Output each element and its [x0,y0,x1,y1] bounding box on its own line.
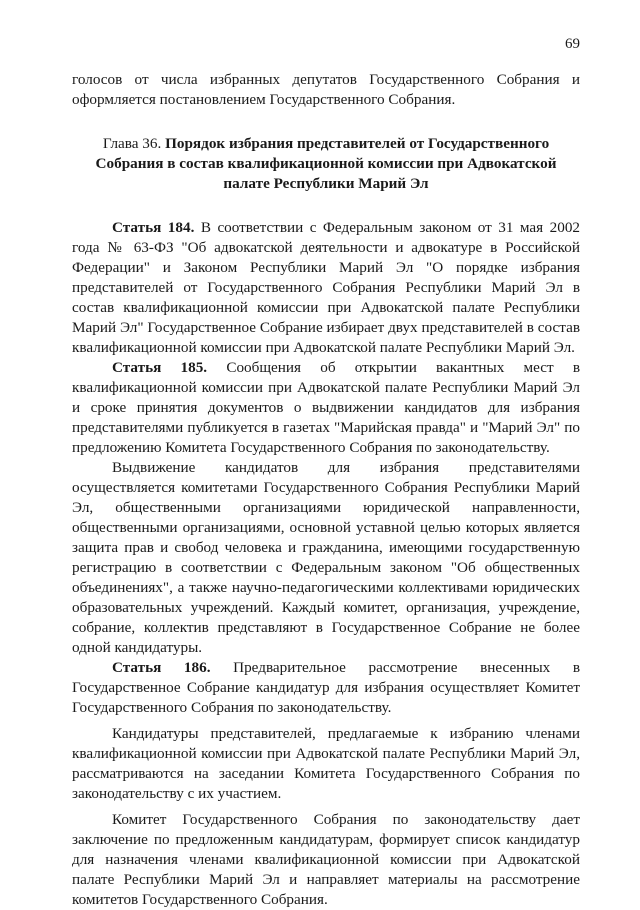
page-number: 69 [565,36,580,52]
article-184-text: В соответствии с Федеральным законом от 31 мая 2002 года № 63-ФЗ "Об адвокатской деятельности и адвокатуре в Российской Федерации" и Законом Республики Марий Эл "О порядке избрания представителей от Государственного Собрания Республики Марий Эл в состав квалификационной комиссии при Адвокатской палате Республики Марий Эл" Государственное Собрание избирает двух представителей в состав квалификационной комиссии при Адвокатской палате Республики Марий Эл. [72,219,581,356]
article-186-paragraph-3: Комитет Государственного Собрания по законодательству дает заключение по предложенным кандидатурам, формирует список кандидатур для назначения членами квалификационной комиссии при Адвокатской палате Республики Марий Эл и направляет материалы на рассмотрение комитетов Государственного Собрания. [72,811,580,908]
chapter-title: Порядок избрания представителей от Государственного Собрания в состав квалификационной комиссии при Адвокатской палате Республики Марий Эл [95,135,557,192]
article-186-paragraph-2: Кандидатуры представителей, предлагаемые к избранию членами квалификационной комиссии при Адвокатской палате Республики Марий Эл, рассматриваются на заседании Комитета Государственного Собрания по законодательству с их участием. [72,725,580,802]
article-184-paragraph [72,218,580,358]
article-186-text: Предварительное рассмотрение внесенных в Государственное Собрание кандидатур для избрания осуществляет Комитет Государственного Собрания по законодательству. [72,659,581,716]
article-185-paragraph [72,358,580,458]
article-185-title: Статья 185. [112,359,208,376]
chapter-label: Глава 36. [102,135,162,152]
article-185-text: Сообщения об открытии вакантных мест в квалификационной комиссии при Адвокатской палате Республики Марий Эл и сроке принятия документов о выдвижении кандидатов для избрания представителями публикуется в газетах "Марийская правда" и "Марий Эл" по предложению Комитета Государственного Собрания по законодательству. [72,359,581,456]
document-page [72,36,580,910]
article-184-title: Статья 184. [112,219,195,236]
chapter-heading [72,134,580,194]
intro-paragraph: голосов от числа избранных депутатов Государственного Собрания и оформляется постановлением Государственного Собрания. [72,71,580,108]
article-186-title: Статья 186. [112,659,211,676]
article-185-paragraph-2: Выдвижение кандидатов для избрания представителями осуществляется комитетами Государственного Собрания Республики Марий Эл, общественными организациями юридической направленности, общественными организациями, основной уставной целью которых является защита прав и свобод человека и гражданина, имеющими государственную регистрацию в соответствии с Федеральным законом "Об общественных объединениях", а также научно-педагогическими коллективами юридических образовательных учреждений. Каждый комитет, организация, учреждение, собрание, коллектив представляют в Государственное Собрание не более одной кандидатуры. [72,459,580,656]
article-186-paragraph [72,658,580,718]
